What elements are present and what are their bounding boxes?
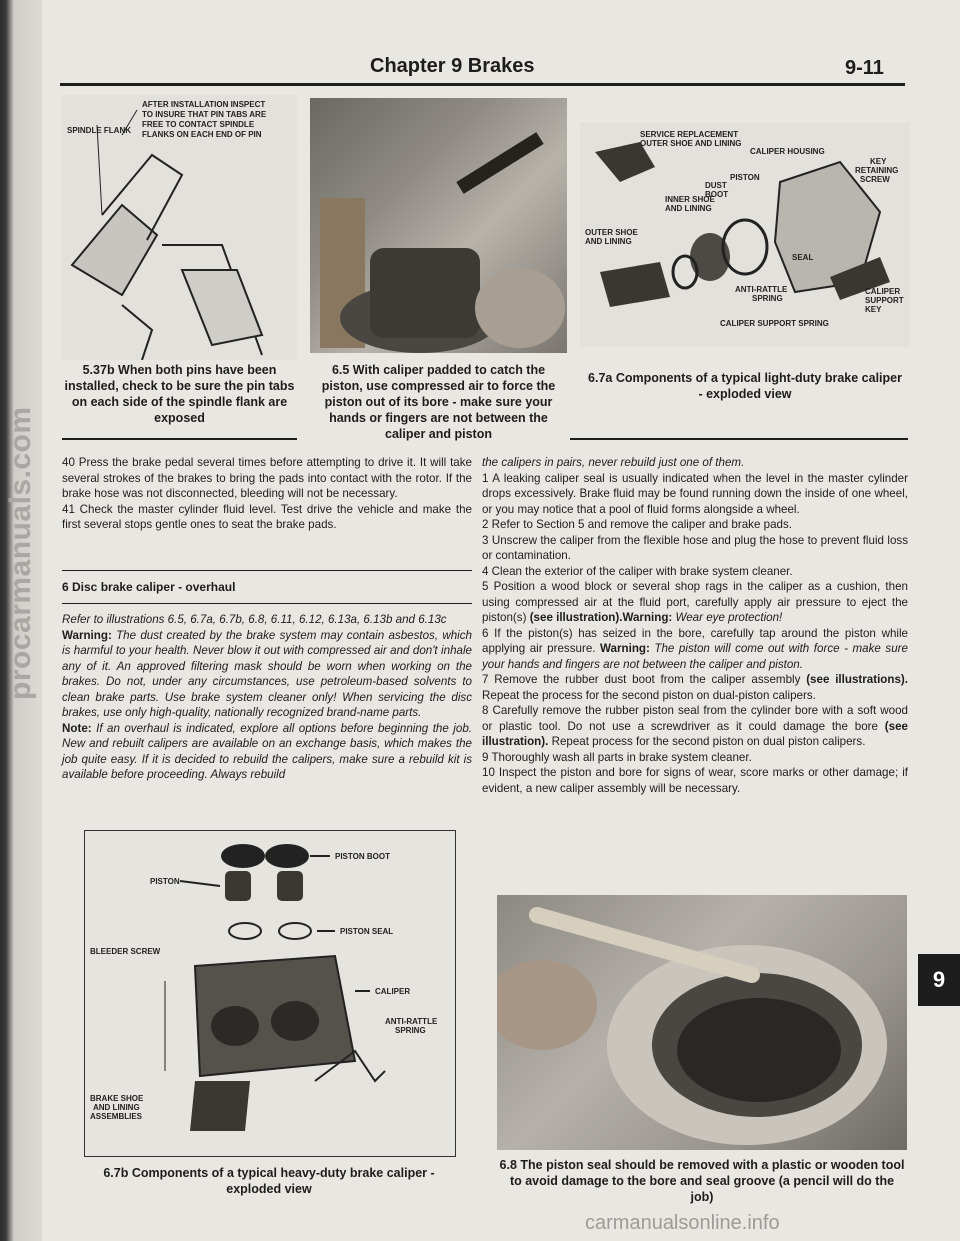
lbl-piston: PISTON — [730, 173, 760, 182]
lbl-seal: SEAL — [792, 253, 814, 262]
label-note-4: FLANKS ON EACH END OF PIN — [142, 130, 262, 139]
label-piston: PISTON — [150, 877, 180, 886]
continuation: the calipers in pairs, never rebuild just one of them. — [482, 456, 745, 469]
lbl-support: SUPPORT — [865, 296, 904, 305]
label-caliper: CALIPER — [375, 987, 411, 996]
step-10: 10 Inspect the piston and bore for signs of wear, score marks or other damage; if evident, a new caliper assembly will be necessary. — [482, 766, 908, 795]
step-6 — [482, 626, 908, 673]
step-5 — [482, 579, 908, 626]
caption-6-5: 6.5 With caliper padded to catch the piston, use compressed air to force the piston out of its bore - make sure your hands or fingers are not between the caliper and piston — [321, 363, 556, 441]
note-label: Note: — [62, 721, 92, 735]
figure-6-8-photo — [497, 895, 907, 1150]
step-5-warning: Warning: — [622, 611, 673, 624]
caption-5-37b: 5.37b When both pins have been installed, check to be sure the pin tabs on each side of the spindle flank are exposed — [64, 363, 295, 425]
caption-rule-right — [570, 438, 908, 440]
step-7 — [482, 672, 908, 703]
label-spring-1: ANTI-RATTLE — [385, 1017, 438, 1026]
label-note-3: FREE TO CONTACT SPINDLE — [142, 120, 255, 129]
para-40: 40 Press the brake pedal several times before attempting to drive it. It will take several strokes of the brakes to bring the pads into contact with the rotor. If the brake hose was not disconnected, bleeding will not be necessary. — [62, 456, 472, 500]
heavy-duty-caliper-diagram — [85, 831, 455, 1156]
section-heading: 6 Disc brake caliper - overhaul — [62, 580, 236, 594]
section-rule-bottom — [62, 603, 472, 604]
lbl-caliper-housing: CALIPER HOUSING — [750, 147, 825, 156]
label-shoe-1: BRAKE SHOE — [90, 1094, 144, 1103]
left-column — [62, 455, 472, 533]
svg-text:SPINDLE FLANK — [67, 126, 131, 135]
lbl-inner-lining: AND LINING — [665, 204, 712, 213]
step-3: 3 Unscrew the caliper from the flexible hose and plug the hose to prevent fluid loss or contamination. — [482, 533, 908, 562]
step-7-text-2: Repeat the process for the second piston on dual-piston calipers. — [482, 688, 816, 702]
caption-rule — [62, 438, 297, 440]
label-piston-seal: PISTON SEAL — [340, 927, 394, 936]
caption-6-7a: 6.7a Components of a typical light-duty brake caliper - exploded view — [588, 371, 902, 401]
step-8-ref: (see illustration). — [482, 719, 908, 748]
light-duty-caliper-diagram — [580, 122, 910, 347]
lbl-key: KEY — [870, 157, 887, 166]
step-4: 4 Clean the exterior of the caliper with brake system cleaner. — [482, 564, 793, 578]
side-watermark: procarmanuals.com — [4, 406, 37, 700]
lbl-boot: BOOT — [705, 190, 729, 199]
step-5-warning-text: Wear eye protection! — [672, 611, 783, 624]
lbl-caliper: CALIPER — [865, 287, 901, 296]
chapter-title: Chapter 9 Brakes — [370, 55, 535, 77]
lbl-dust: DUST — [705, 181, 727, 190]
step-6-warning-text: The piston will come out with force - make sure your hands and fingers are not between the caliper and piston. — [482, 642, 908, 671]
para-41: 41 Check the master cylinder fluid level. Test drive the vehicle and make the first several stops gentle ones to seat the brake pads. — [62, 502, 472, 531]
lbl-spring: SPRING — [752, 294, 783, 303]
step-5-ref: (see illustration). — [529, 611, 623, 624]
step-5-text: 5 Position a wood block or several shop rags in the caliper as a cushion, then using compressed air at the fluid port, carefully apply air pressure to eject the piston(s) — [482, 580, 908, 624]
lbl-outer-lining: AND LINING — [585, 237, 632, 246]
step-7-ref: (see illustrations). — [806, 673, 908, 686]
note-text: If an overhaul is indicated, explore all options before beginning the job. New and rebuilt calipers are available on an exchange basis, which makes the job quite easy. If it is decided to rebuild the calipers, make sure a rebuild kit is available before proceeding. Always rebuild — [62, 721, 472, 781]
label-shoe-3: ASSEMBLIES — [90, 1112, 143, 1121]
lbl-screw: SCREW — [860, 175, 890, 184]
lbl-anti-rattle: ANTI-RATTLE — [735, 285, 788, 294]
warning-text: The dust created by the brake system may contain asbestos, which is harmful to your health. Never blow it out with compressed air and don't inhale any of it. An approved filtering mask should be worn when working on the brakes. Do not, under any circumstances, use petroleum-based solvents to clean brake parts. Use brake system cleaner only! When servicing the disc brakes, use only high-quality, nationally recognized brand-name parts. — [62, 628, 472, 719]
section-rule-top — [62, 570, 472, 571]
refer-illustrations: Refer to illustrations 6.5, 6.7a, 6.7b, 6.8, 6.11, 6.12, 6.13a, 6.13b and 6.13c — [62, 613, 447, 626]
svg-text:FLANKS ON EACH END OF PIN — [142, 130, 262, 139]
step-6-warning: Warning: — [600, 642, 650, 655]
svg-text:FREE TO CONTACT SPINDLE — [142, 120, 255, 129]
label-shoe-2: AND LINING — [93, 1103, 140, 1112]
label-spindle: SPINDLE FLANK — [67, 126, 131, 135]
label-piston-boot: PISTON BOOT — [335, 852, 390, 861]
step-7-text: 7 Remove the rubber dust boot from the caliper assembly — [482, 673, 807, 686]
warning-label: Warning: — [62, 628, 112, 642]
bottom-watermark: carmanualsonline.info — [585, 1212, 780, 1234]
spindle-drawing — [62, 95, 297, 360]
lbl-retaining: RETAINING — [855, 166, 899, 175]
svg-text:AFTER INSTALLATION INSPECT — [142, 100, 265, 109]
caliper-photo-shapes — [310, 98, 567, 353]
step-6-text: 6 If the piston(s) has seized in the bore, carefully tap around the piston while applying air pressure. — [482, 626, 908, 655]
step-8-text: 8 Carefully remove the rubber piston seal from the cylinder bore with a soft wood or plastic tool. Do not use a screwdriver as it could damage the bore — [482, 704, 908, 733]
label-note-2: TO INSURE THAT PIN TABS ARE — [142, 110, 267, 119]
caption-6-8: 6.8 The piston seal should be removed with a plastic or wooden tool to avoid damage to the bore and seal groove (a pencil will do the job) — [499, 1158, 905, 1204]
page-number: 9-11 — [845, 57, 884, 79]
step-2: 2 Refer to Section 5 and remove the caliper and brake pads. — [482, 518, 792, 531]
label-bleeder: BLEEDER SCREW — [90, 947, 161, 956]
step-8 — [482, 703, 908, 750]
figure-6-5-photo — [310, 98, 567, 353]
lbl-inner-shoe: INNER SHOE — [665, 195, 715, 204]
left-column-section — [62, 612, 472, 783]
pencil-photo-shapes — [497, 895, 907, 1150]
chapter-tab: 9 — [918, 954, 960, 1006]
lbl-outer-shoe-2: OUTER SHOE — [585, 228, 638, 237]
step-8-text-2: Repeat process for the second piston on dual piston calipers. — [548, 735, 866, 748]
figure-5-37b-drawing — [62, 95, 297, 360]
right-column — [482, 455, 908, 796]
figure-6-7b-drawing — [84, 830, 456, 1157]
header-rule — [60, 83, 905, 86]
caption-6-7b: 6.7b Components of a typical heavy-duty brake caliper - exploded view — [103, 1166, 435, 1196]
step-9: 9 Thoroughly wash all parts in brake system cleaner. — [482, 750, 752, 764]
lbl-service: SERVICE REPLACEMENT — [640, 130, 739, 139]
svg-text:TO INSURE THAT PIN TABS ARE — [142, 110, 267, 119]
figure-6-7a-drawing — [580, 122, 910, 347]
label-note-1: AFTER INSTALLATION INSPECT — [142, 100, 266, 109]
lbl-key-2: KEY — [865, 305, 882, 314]
step-1: 1 A leaking caliper seal is usually indicated when the level in the master cylinder drops excessively. Brake fluid may be found running down the inside of one wheel, or you may notice that a pool of fluid forms alongside a wheel. — [482, 471, 908, 516]
lbl-support-spring: CALIPER SUPPORT SPRING — [720, 319, 829, 328]
lbl-outer-shoe-1: OUTER SHOE AND LINING — [640, 139, 742, 148]
label-spring-2: SPRING — [395, 1026, 426, 1035]
